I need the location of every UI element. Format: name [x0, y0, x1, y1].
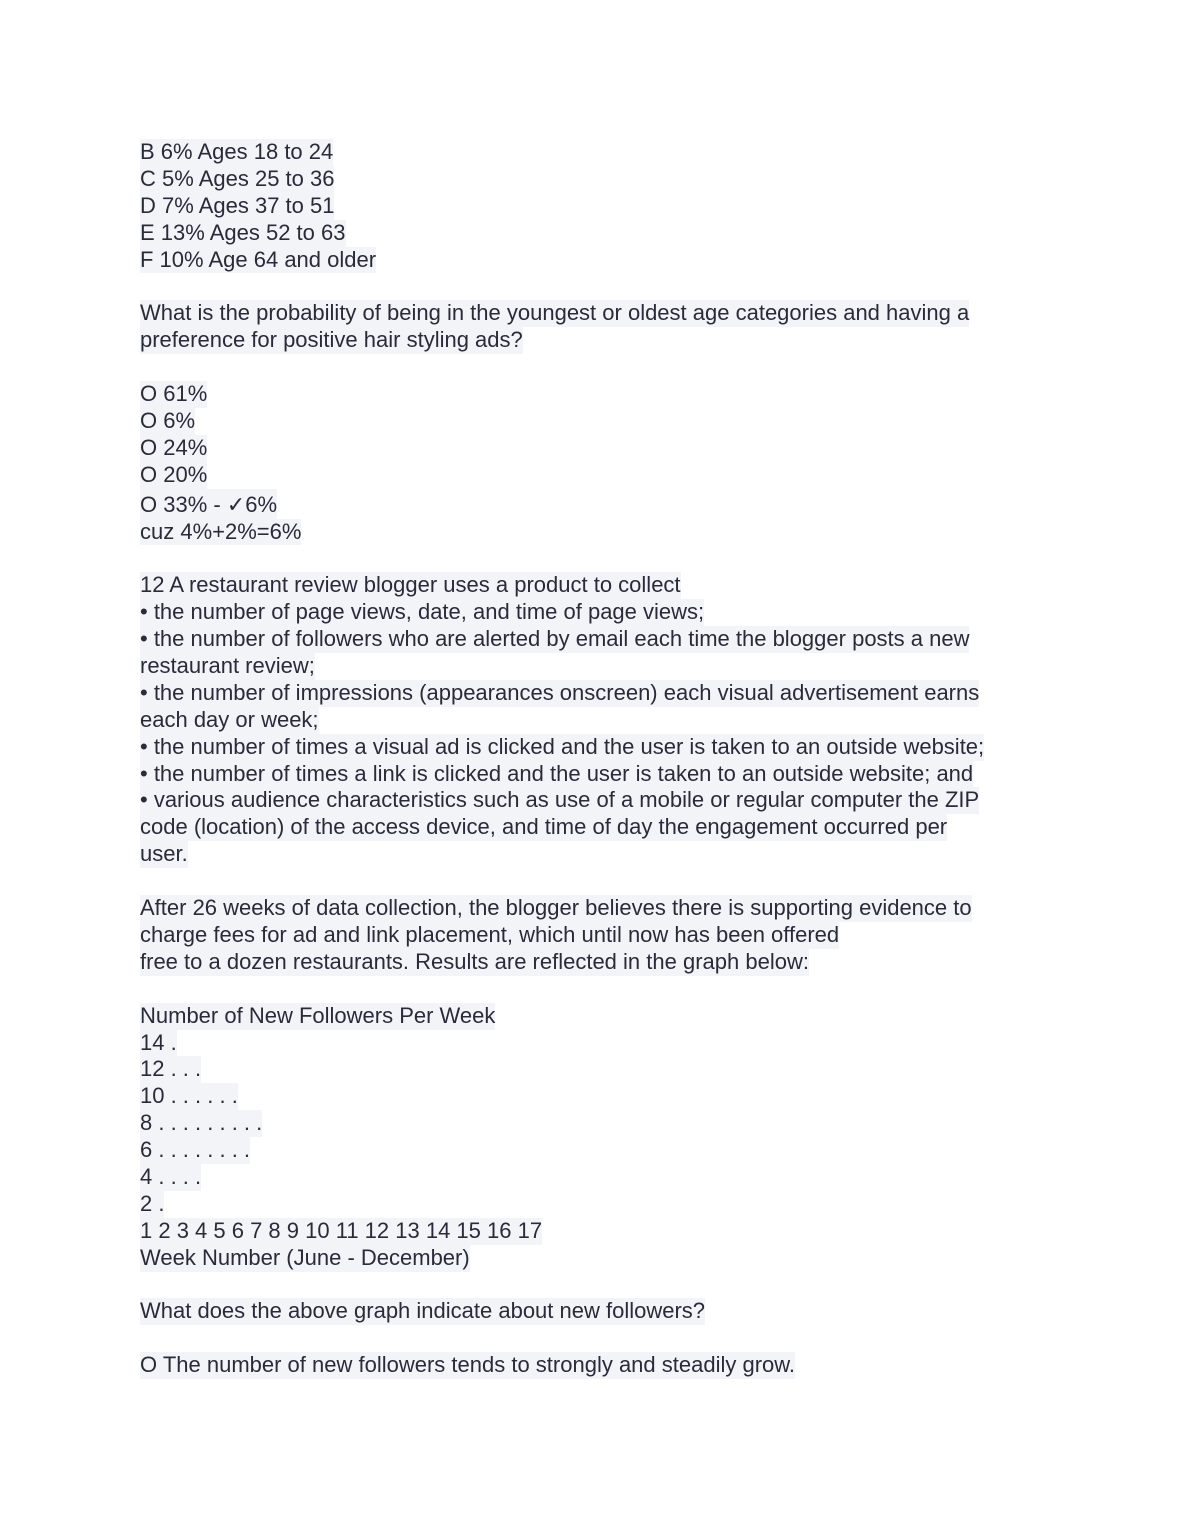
text-graph-title: Number of New Followers Per Week — [140, 1002, 496, 1028]
bullet-line: • the number of followers who are alerted by email each time the blogger posts a new — [140, 626, 970, 652]
spacer — [140, 976, 1060, 1003]
spacer — [140, 868, 1060, 895]
spacer — [140, 1272, 1060, 1299]
text-graph-row-6: 6 . . . . . . . . — [140, 1137, 251, 1163]
answer-choice-24: O 24% — [140, 434, 208, 460]
explanation-note: cuz 4%+2%=6% — [140, 518, 302, 544]
age-option-d: D 7% Ages 37 to 51 — [140, 192, 335, 218]
probability-question-line-1: What is the probability of being in the youngest or oldest age categories and having a — [140, 300, 970, 326]
bullet-line: • the number of times a link is clicked and the user is taken to an outside website; and — [140, 760, 974, 786]
text-graph-x-axis-label: Week Number (June - December) — [140, 1244, 470, 1270]
text-graph-x-axis-numbers: 1 2 3 4 5 6 7 8 9 10 11 12 13 14 15 16 17 — [140, 1217, 543, 1243]
bullet-line: user. — [140, 841, 188, 867]
bullet-line: • the number of impressions (appearances onscreen) each visual advertisement earns — [140, 679, 980, 705]
age-option-e: E 13% Ages 52 to 63 — [140, 219, 346, 245]
probability-question-line-2: preference for positive hair styling ads? — [140, 327, 523, 353]
context-line: free to a dozen restaurants. Results are reflected in the graph below: — [140, 948, 809, 974]
text-graph-row-12: 12 . . . — [140, 1056, 202, 1082]
bullet-line: each day or week; — [140, 706, 319, 732]
spacer — [140, 273, 1060, 300]
spacer — [140, 545, 1060, 572]
bullet-line: • the number of page views, date, and time of page views; — [140, 599, 705, 625]
graph-question: What does the above graph indicate about new followers? — [140, 1298, 706, 1324]
text-graph-row-2: 2 . — [140, 1190, 165, 1216]
age-option-c: C 5% Ages 25 to 36 — [140, 165, 335, 191]
bullet-line: • the number of times a visual ad is clicked and the user is taken to an outside website; — [140, 733, 985, 759]
document-page — [140, 139, 1060, 1379]
answer-choice-33: O 33% - ✓6% — [140, 489, 277, 519]
blog-question-intro: 12 A restaurant review blogger uses a product to collect — [140, 572, 681, 598]
context-line: After 26 weeks of data collection, the blogger believes there is supporting evidence to — [140, 895, 972, 921]
graph-answer-choice: O The number of new followers tends to strongly and steadily grow. — [140, 1352, 796, 1378]
bullet-line: code (location) of the access device, and time of day the engagement occurred per — [140, 814, 948, 840]
text-graph-row-4: 4 . . . . — [140, 1163, 202, 1189]
age-option-b: B 6% Ages 18 to 24 — [140, 139, 334, 164]
text-graph-row-10: 10 . . . . . . — [140, 1083, 238, 1109]
text-graph-row-8: 8 . . . . . . . . . — [140, 1110, 263, 1136]
spacer — [140, 1325, 1060, 1352]
context-line: charge fees for ad and link placement, which until now has been offered — [140, 921, 840, 947]
age-option-f: F 10% Age 64 and older — [140, 246, 377, 272]
bullet-line: restaurant review; — [140, 653, 315, 679]
text-graph-row-14: 14 . — [140, 1029, 177, 1055]
answer-choice-6: O 6% — [140, 407, 196, 433]
bullet-line: • various audience characteristics such as use of a mobile or regular computer the ZIP — [140, 787, 980, 813]
answer-choice-20: O 20% — [140, 461, 208, 487]
spacer — [140, 354, 1060, 381]
answer-choice-61: O 61% — [140, 381, 208, 407]
